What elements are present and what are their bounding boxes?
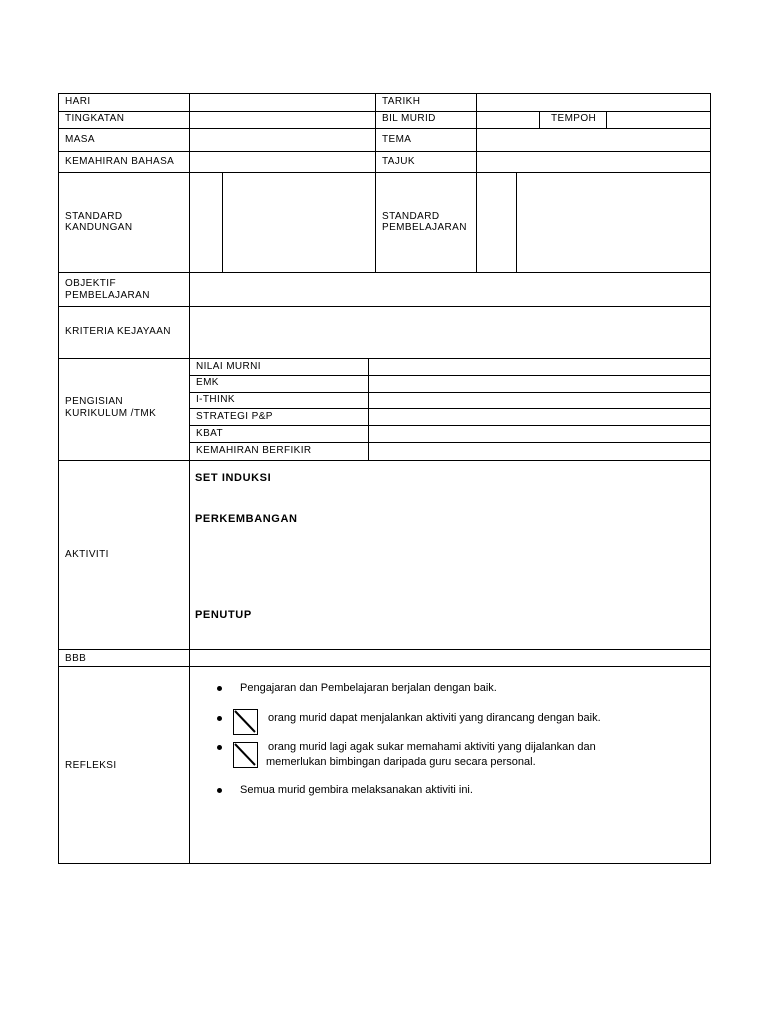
pengisian-item-nilai-murni: NILAI MURNI [196, 361, 261, 372]
label-bbb: BBB [65, 653, 87, 664]
label-kriteria-kejayaan: KRITERIA KEJAYAAN [65, 326, 171, 337]
heading-set-induksi: SET INDUKSI [195, 472, 272, 484]
label-standard-kandungan-2: KANDUNGAN [65, 222, 133, 233]
refleksi-item-3-line1: orang murid lagi agak sukar memahami aktiviti yang dijalankan dan [268, 741, 596, 753]
refleksi-item-4: Semua murid gembira melaksanakan aktiviti ini. [240, 784, 473, 796]
bullet-icon [217, 745, 222, 750]
label-pengisian-2: KURIKULUM /TMK [65, 408, 157, 419]
refleksi-item-1: Pengajaran dan Pembelajaran berjalan dengan baik. [240, 682, 497, 694]
label-objektif-2: PEMBELAJARAN [65, 290, 150, 301]
refleksi-item-3-line2: memerlukan bimbingan daripada guru secara personal. [266, 756, 536, 768]
checkbox-count-box-1[interactable] [233, 709, 258, 735]
slash-icon [234, 743, 256, 766]
bullet-icon [217, 686, 222, 691]
label-tempoh: TEMPOH [551, 113, 597, 124]
label-refleksi: REFLEKSI [65, 760, 117, 771]
bullet-icon [217, 716, 222, 721]
label-kemahiran-bahasa: KEMAHIRAN BAHASA [65, 156, 175, 167]
label-pengisian-1: PENGISIAN [65, 396, 124, 407]
refleksi-item-2: orang murid dapat menjalankan aktiviti yang dirancang dengan baik. [268, 712, 601, 724]
pengisian-item-kemahiran-berfikir: KEMAHIRAN BERFIKIR [196, 445, 312, 456]
label-objektif-1: OBJEKTIF [65, 278, 116, 289]
label-standard-pembelajaran-1: STANDARD [382, 211, 440, 222]
label-masa: MASA [65, 134, 95, 145]
label-standard-kandungan-1: STANDARD [65, 211, 123, 222]
bullet-icon [217, 788, 222, 793]
checkbox-count-box-2[interactable] [233, 742, 258, 768]
label-tingkatan: TINGKATAN [65, 113, 125, 124]
pengisian-item-i-think: I-THINK [196, 394, 235, 405]
pengisian-item-strategi: STRATEGI P&P [196, 411, 273, 422]
slash-icon [234, 710, 256, 733]
label-aktiviti: AKTIVITI [65, 549, 109, 560]
label-tema: TEMA [382, 134, 412, 145]
pengisian-item-emk: EMK [196, 377, 219, 388]
label-tarikh: TARIKH [382, 96, 421, 107]
label-standard-pembelajaran-2: PEMBELAJARAN [382, 222, 467, 233]
label-tajuk: TAJUK [382, 156, 415, 167]
label-bil-murid: BIL MURID [382, 113, 436, 124]
heading-penutup: PENUTUP [195, 609, 252, 621]
pengisian-item-kbat: KBAT [196, 428, 223, 439]
label-hari: HARI [65, 96, 91, 107]
heading-perkembangan: PERKEMBANGAN [195, 513, 298, 525]
